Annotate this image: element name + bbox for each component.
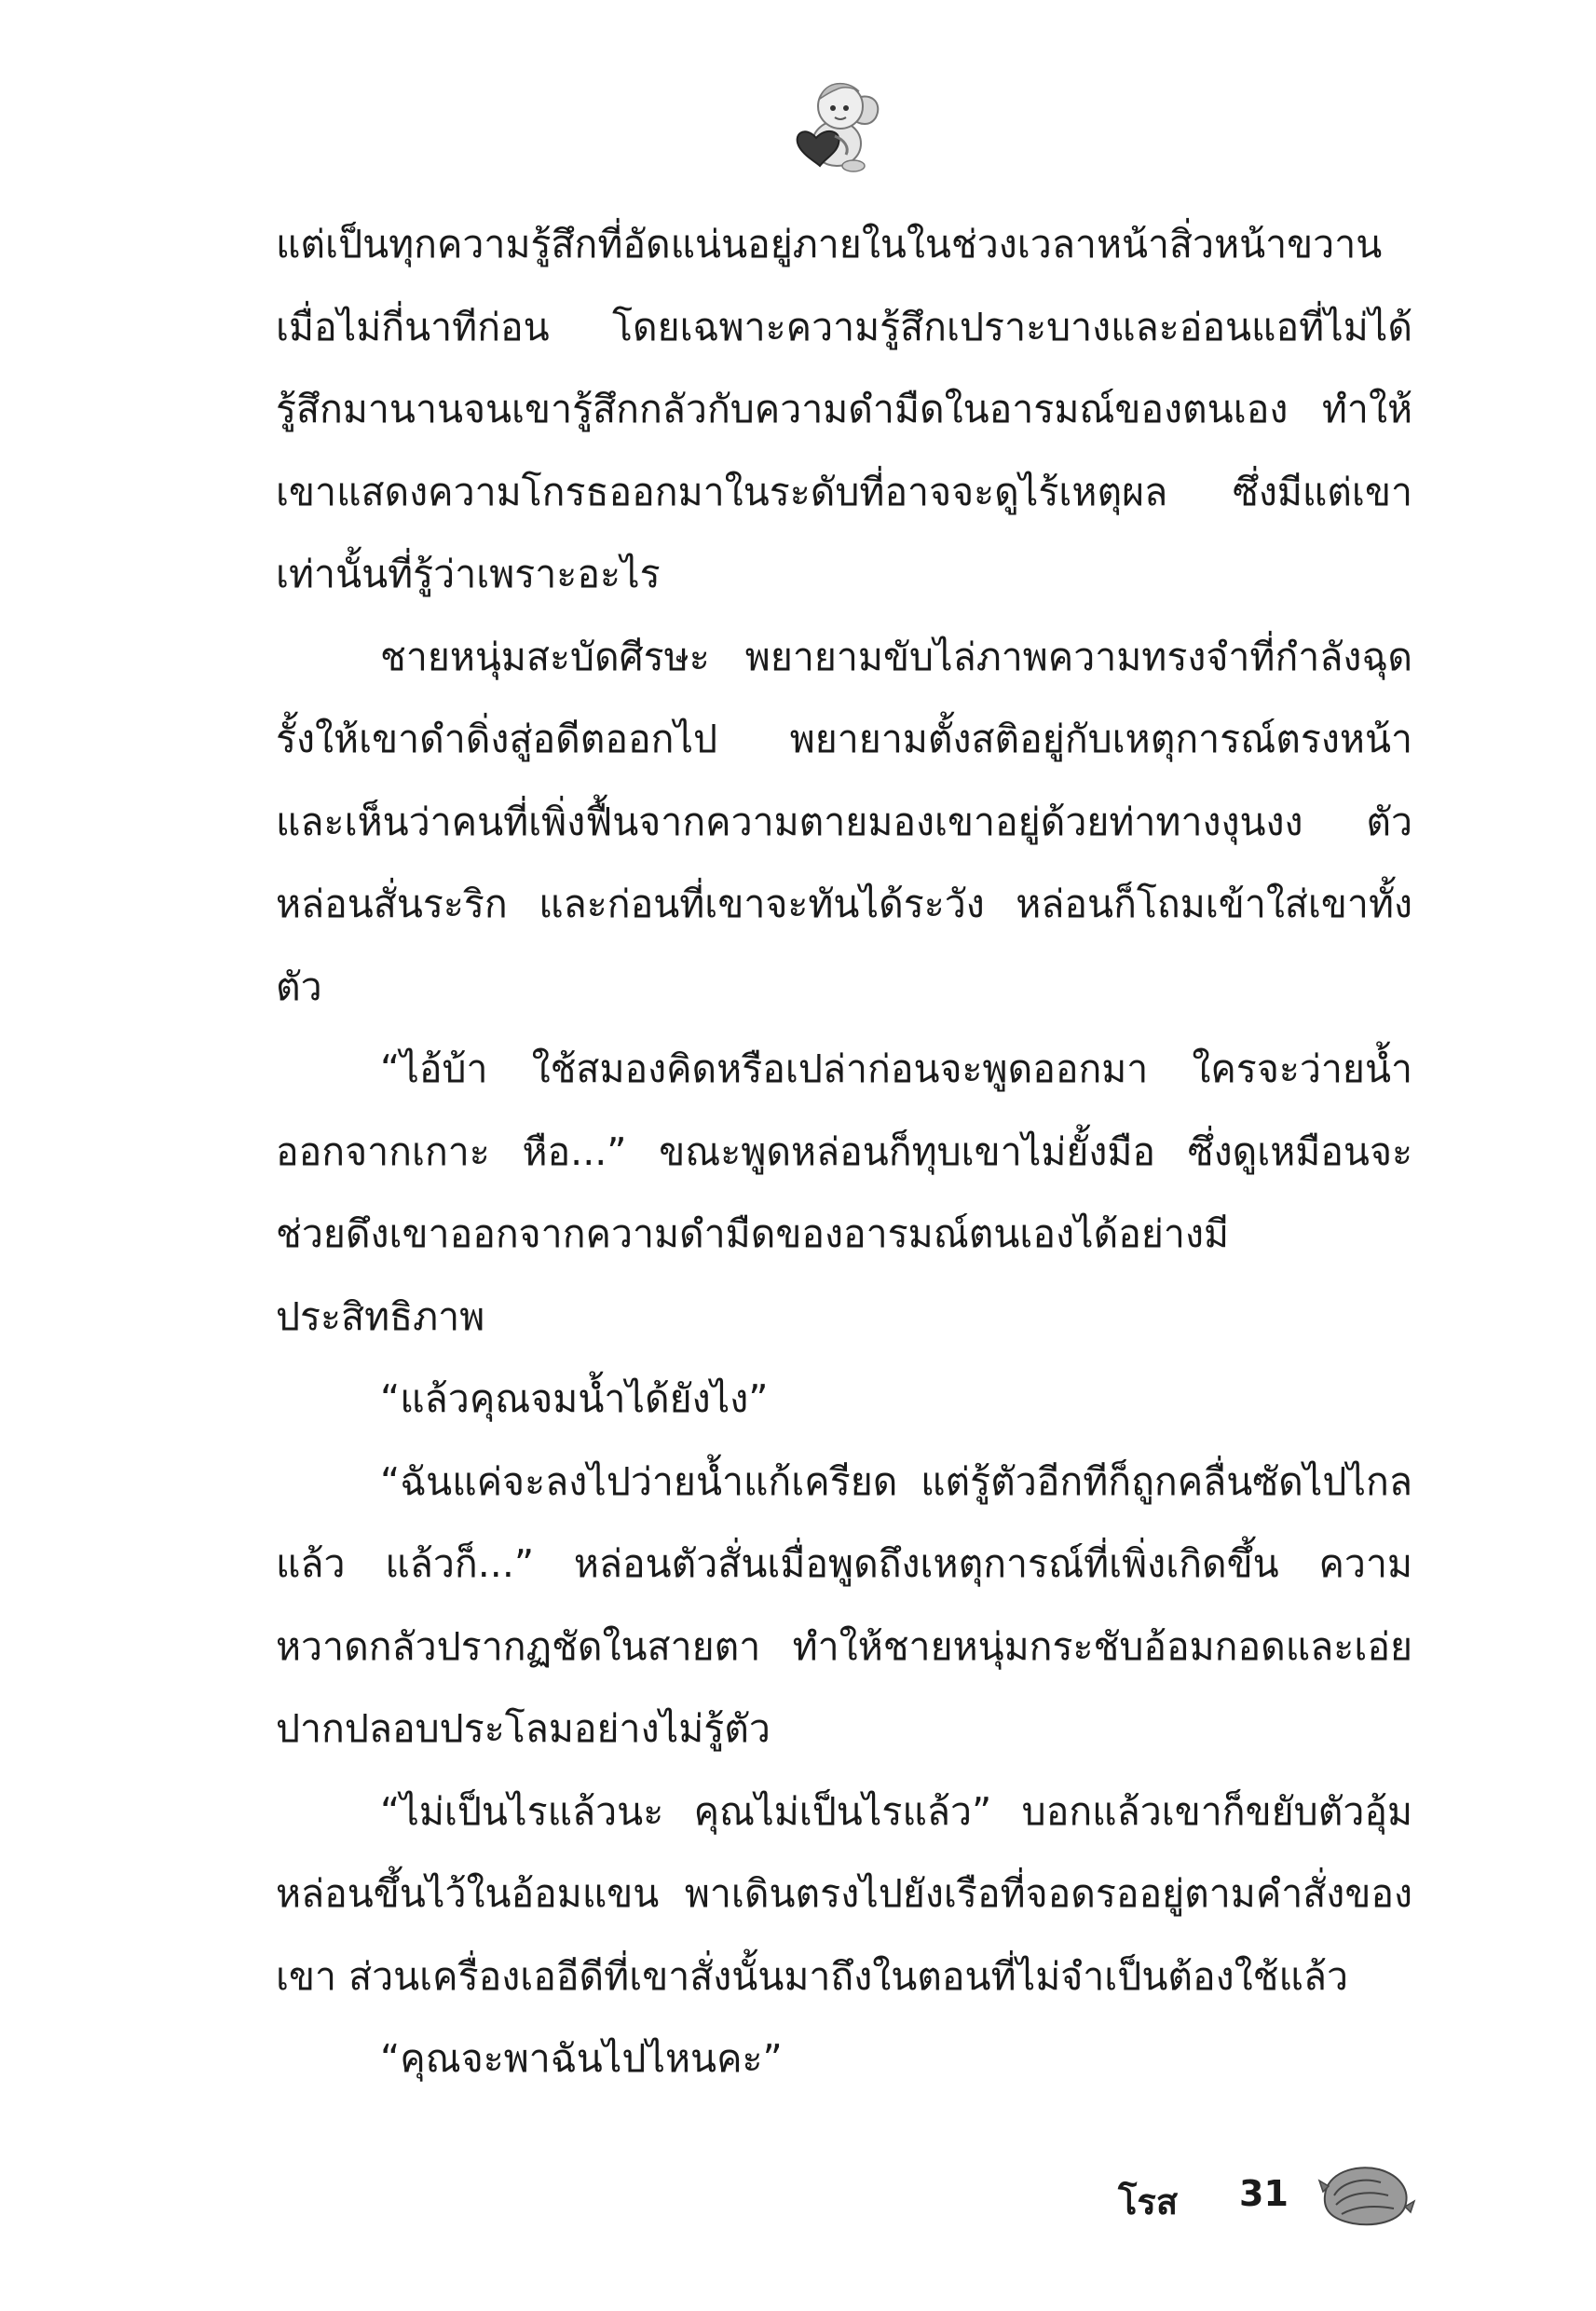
book-title: โรส <box>1118 2181 1179 2222</box>
paragraph-5: “ฉันแค่จะลงไปว่ายน้ำแก้เครียด แต่รู้ตัวอีกทีก็ถูกคลื่นซัดไปไกลแล้ว แล้วก็...” หล่อนตัวสั่นเมื่อพูดถึงเหตุการณ์ที่เพิ่งเกิดขึ้น ความหวาดกลัวปรากฏชัดในสายตา ทำให้ชายหนุ่มกระชับอ้อมกอดและเอ่ยปากปลอบประโลมอย่างไม่รู้ตัว <box>276 1458 1412 1751</box>
cherub-holding-heart-icon <box>779 65 891 177</box>
page-footer <box>1118 2158 1416 2242</box>
paragraph-2: ชายหนุ่มสะบัดศีรษะ พยายามขับไล่ภาพความทรงจำที่กำลังฉุดรั้งให้เขาดำดิ่งสู่อดีตออกไป พยายามตั้งสติอยู่กับเหตุการณ์ตรงหน้า และเห็นว่าคนที่เพิ่งฟื้นจากความตายมองเขาอยู่ด้วยท่าทางงุนงง ตัวหล่อนสั่นระริก และก่อนที่เขาจะทันได้ระวัง หล่อนก็โถมเข้าใส่เขาทั้งตัว <box>276 634 1412 1009</box>
page-number: 31 <box>1239 2173 1289 2214</box>
body-text <box>276 203 1412 2100</box>
paragraph-6: “ไม่เป็นไรแล้วนะ คุณไม่เป็นไรแล้ว” บอกแล้วเขาก็ขยับตัวอุ้มหล่อนขึ้นไว้ในอ้อมแขน พาเดินตรงไปยังเรือที่จอดรออยู่ตามคำสั่งของเขา ส่วนเครื่องเออีดีที่เขาสั่งนั้นมาถึงในตอนที่ไม่จำเป็นต้องใช้แล้ว <box>276 1788 1412 1999</box>
shell-icon <box>1314 2158 1416 2233</box>
paragraph-3: “ไอ้บ้า ใช้สมองคิดหรือเปล่าก่อนจะพูดออกมา ใครจะว่ายน้ำออกจากเกาะ หือ...” ขณะพูดหล่อนก็ทุบเขาไม่ยั้งมือ ซึ่งดูเหมือนจะช่วยดึงเขาออกจากความดำมืดของอารมณ์ตนเองได้อย่างมีประสิทธิภาพ <box>276 1046 1412 1339</box>
paragraph-4: “แล้วคุณจมน้ำได้ยังไง” <box>380 1376 769 1421</box>
paragraph-1: แต่เป็นทุกความรู้สึกที่อัดแน่นอยู่ภายในในช่วงเวลาหน้าสิ่วหน้าขวานเมื่อไม่กี่นาทีก่อน โดยเฉพาะความรู้สึกเปราะบางและอ่อนแอที่ไม่ได้รู้สึกมานานจนเขารู้สึกกลัวกับความดำมืดในอารมณ์ของตนเอง ทำให้เขาแสดงความโกรธออกมาในระดับที่อาจจะดูไร้เหตุผล ซึ่งมีแต่เขาเท่านั้นที่รู้ว่าเพราะอะไร <box>276 222 1412 596</box>
paragraph-7: “คุณจะพาฉันไปไหนคะ” <box>380 2036 783 2081</box>
